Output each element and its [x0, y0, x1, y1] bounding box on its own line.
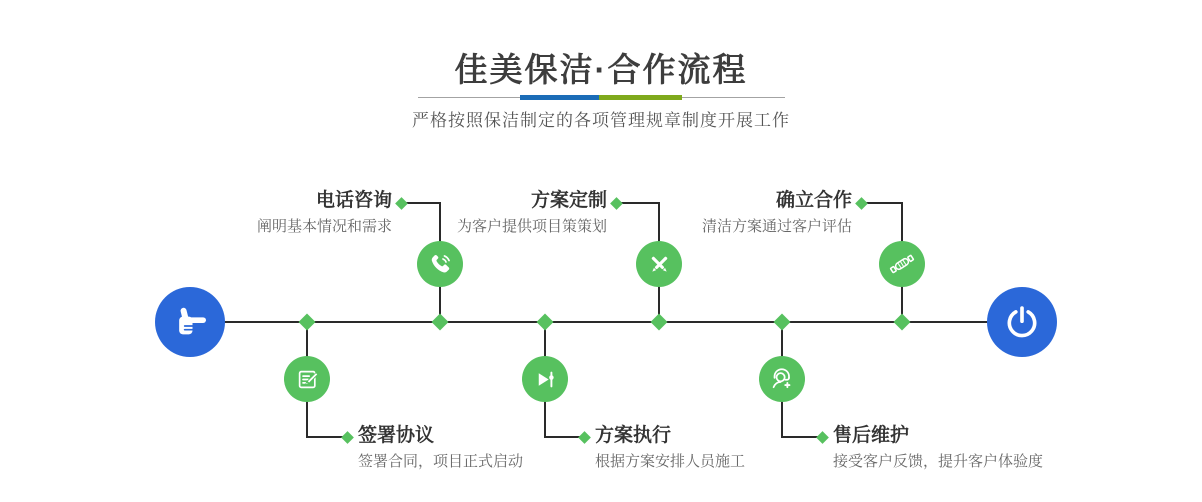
power-icon: [1003, 303, 1041, 341]
step-desc: 为客户提供项目策策划: [456, 218, 607, 235]
pointer-diamond-cooperate: [855, 197, 868, 210]
step-node-sign: [284, 356, 330, 402]
pencil-design-icon: [646, 251, 673, 278]
divider-green-segment: [599, 95, 682, 100]
junction-diamond-sign: [299, 314, 316, 331]
step-node-execute: [522, 356, 568, 402]
handshake-icon: [888, 250, 916, 278]
headset-plus-icon: [768, 365, 796, 393]
play-execute-icon: [532, 366, 559, 393]
step-desc: 清洁方案通过客户评估: [701, 218, 852, 235]
pointer-diamond-aftersale: [816, 431, 829, 444]
step-label-sign: [358, 426, 523, 470]
step-title: 签署协议: [358, 425, 435, 446]
step-node-phone: [417, 241, 463, 287]
pointing-hand-icon: [170, 302, 210, 342]
step-title: 方案定制: [530, 190, 607, 211]
step-node-cooperate: [879, 241, 925, 287]
pointer-diamond-design: [610, 197, 623, 210]
junction-diamond-execute: [537, 314, 554, 331]
page-subtitle: 严格按照保洁制定的各项管理规章制度开展工作: [412, 111, 790, 130]
step-desc: 根据方案安排人员施工: [595, 453, 746, 470]
step-title: 确立合作: [775, 190, 852, 211]
step-label-cooperate: [702, 191, 852, 235]
pointer-diamond-phone: [395, 197, 408, 210]
step-title: 方案执行: [595, 425, 672, 446]
step-label-aftersale: [833, 426, 1043, 470]
step-label-design: [457, 191, 607, 235]
junction-diamond-cooperate: [894, 314, 911, 331]
step-title: 电话咨询: [315, 190, 392, 211]
pointer-diamond-sign: [341, 431, 354, 444]
step-desc: 阐明基本情况和需求: [256, 218, 392, 235]
step-node-design: [636, 241, 682, 287]
step-desc: 签署合同，项目正式启动: [358, 453, 524, 470]
step-label-execute: [595, 426, 745, 470]
phone-icon: [427, 251, 454, 278]
step-node-aftersale: [759, 356, 805, 402]
junction-diamond-aftersale: [774, 314, 791, 331]
pointer-diamond-execute: [578, 431, 591, 444]
step-title: 售后维护: [833, 425, 910, 446]
page-title: 佳美保洁·合作流程: [454, 51, 748, 88]
junction-diamond-design: [651, 314, 668, 331]
end-node: [987, 287, 1057, 357]
divider-blue-segment: [520, 95, 599, 100]
start-node: [155, 287, 225, 357]
document-sign-icon: [294, 366, 321, 393]
junction-diamond-phone: [432, 314, 449, 331]
step-desc: 接受客户反馈，提升客户体验度: [833, 453, 1044, 470]
step-label-phone: [257, 191, 392, 235]
